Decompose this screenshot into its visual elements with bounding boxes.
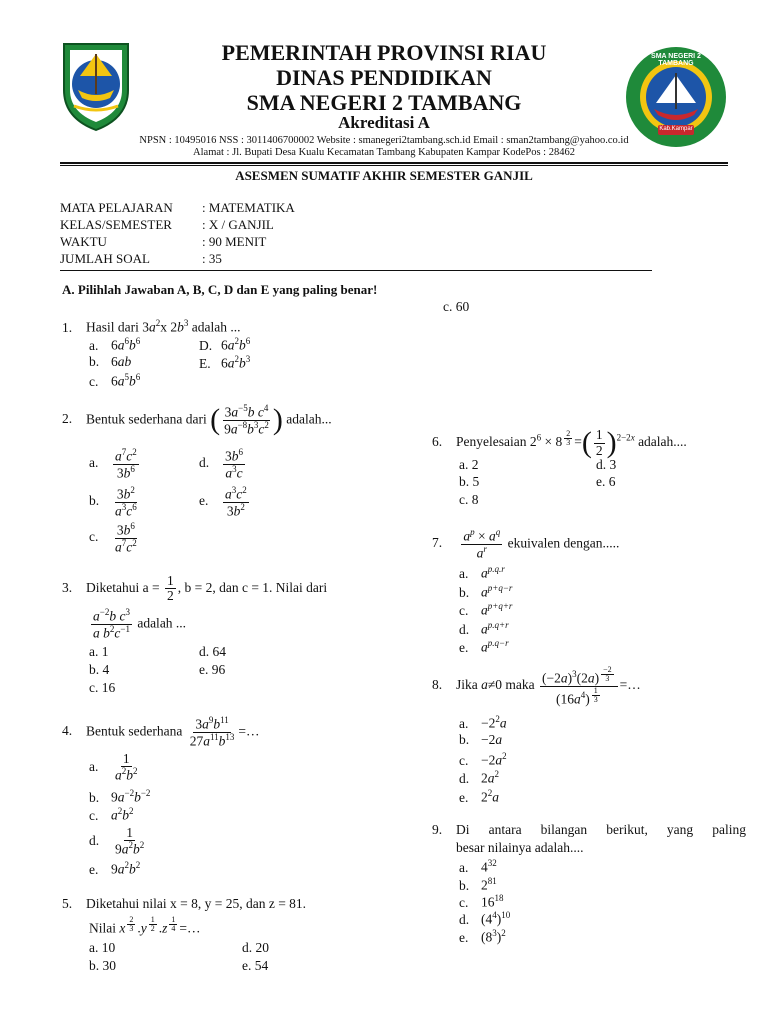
- q4-option-a[interactable]: a. $\frac{1}{a^2b^2}$: [89, 751, 138, 783]
- q5-option-d[interactable]: d. 20: [242, 940, 269, 955]
- header-rule-thick: [60, 162, 728, 164]
- question-9-line2: besar nilainya adalah....: [456, 840, 584, 855]
- q4-option-d[interactable]: d. $\frac{1}{9a^2b^2}$: [89, 825, 145, 857]
- q4-option-c[interactable]: c. $a^2b^2$: [89, 806, 134, 823]
- logo-right-ribbon: Kab.Kampar: [659, 126, 693, 132]
- q1-option-d[interactable]: D. $6a^2b^6$: [199, 336, 251, 353]
- question-1: 1. Hasil dari $3a^2x$ $2b^3$ adalah ...: [62, 318, 241, 335]
- info-rule: [60, 270, 652, 271]
- q6-option-b[interactable]: b. 5: [459, 474, 480, 489]
- q7-option-b[interactable]: b. $a^{p+q-r}$: [459, 583, 513, 600]
- info-row: WAKTU : 90 MENIT: [60, 234, 267, 249]
- question-5-expr: Nilai x $^{\frac{2}{3}}$ .y $^{\frac{1}{2}}$ .z $^{\frac{1}{4}}$ =…: [89, 915, 201, 936]
- question-3: 3. Diketahui a = $\frac{1}{2}$ , b = 2, dan c = 1. Nilai dari: [62, 573, 328, 604]
- contact-line: NPSN : 10495016 NSS : 3011406700002 Website : smanegeri2tambang.sch.id Email : sman2tambang@yahoo.co.id: [139, 135, 629, 146]
- header-line2: DINAS PENDIDIKAN: [276, 65, 492, 90]
- header-line1: PEMERINTAH PROVINSI RIAU: [221, 40, 547, 65]
- q2-option-e[interactable]: e. $\frac{a^3c^2}{3b^2}$: [199, 485, 247, 519]
- q7-option-a[interactable]: a. $a^{p.q.r}$: [459, 564, 505, 581]
- q8-option-e[interactable]: e. $2^2a$: [459, 788, 499, 805]
- q4-option-b[interactable]: b. $9a^{-2}b^{-2}$: [89, 788, 151, 805]
- question-3-expr: $\frac{a^{-2}b c^3}{a b^2c^{-1}}$ adalah ...: [93, 607, 187, 641]
- question-8: 8. Jika a≠0 maka $(-2a)^3(2a)$ $^{\frac{-2}{3}}$ $(16a^4)$ $^{\frac{1}{3}}$ =…: [432, 665, 641, 707]
- q3-option-d[interactable]: d. 64: [199, 644, 226, 659]
- q3-option-e[interactable]: e. 96: [199, 662, 226, 677]
- question-7: 7. $\frac{a^p \times a^q}{a^r}$ ekuivalen dengan.....: [432, 527, 620, 561]
- q6-option-a[interactable]: a. 2: [459, 457, 479, 472]
- address-line: Alamat : Jl. Bupati Desa Kualu Kecamatan Tambang Kabupaten Kampar KodePos : 28462: [193, 147, 575, 158]
- q6-option-e[interactable]: e. 6: [596, 474, 616, 489]
- q9-option-d[interactable]: d. $(4^4)^{10}$: [459, 910, 511, 927]
- q7-option-d[interactable]: d. $a^{p.q+r}$: [459, 620, 509, 637]
- q4-option-e[interactable]: e. $9a^2b^2$: [89, 860, 141, 877]
- q1-option-c[interactable]: c. $6a^5b^6$: [89, 372, 141, 389]
- q2-option-b[interactable]: b. $\frac{3b^2}{a^3c^6}$: [89, 485, 137, 519]
- q9-option-a[interactable]: a. $4^{32}$: [459, 858, 497, 875]
- header-rule-thin: [60, 165, 728, 166]
- q5-option-e[interactable]: e. 54: [242, 958, 269, 973]
- logo-right-text: SMA NEGERI 2 TAMBANG: [651, 53, 701, 67]
- question-5: 5. Diketahui nilai x = 8, y = 25, dan z = 81.: [62, 896, 307, 911]
- exam-info: [60, 199, 295, 267]
- q9-option-e[interactable]: e. $(8^3)^2$: [459, 928, 506, 945]
- q2-option-a[interactable]: a. $\frac{a^7c^2}{3b^6}$: [89, 447, 137, 481]
- question-9: 9. Di antara bilangan berikut, yang paling: [432, 822, 746, 837]
- question-2: 2. Bentuk sederhana dari ( $\frac{3a^{-5}b c^4}{9a^{-8}b^3c^2}$ ) adalah...: [62, 403, 332, 437]
- q3-option-b[interactable]: b. 4: [89, 662, 110, 677]
- q8-option-b[interactable]: b. −2a: [459, 732, 503, 747]
- info-row: KELAS/SEMESTER : X / GANJIL: [60, 217, 274, 232]
- question-6: 6. Penyelesaian $2^6 \times 8$ $^{\frac{2}{3}}$ =( $\frac{1}{2}$ )$^{2-2x}$ adalah....: [432, 426, 687, 459]
- q8-option-c[interactable]: c. $-2a^2$: [459, 751, 507, 768]
- q8-option-a[interactable]: a. $-2^2a$: [459, 714, 507, 731]
- q2-option-d[interactable]: d. $\frac{3b^6}{a^3c}$: [199, 447, 243, 481]
- q7-option-e[interactable]: e. $a^{p.q-r}$: [459, 638, 509, 655]
- q1-option-b[interactable]: b. 6ab: [89, 354, 132, 369]
- q1-option-a[interactable]: a. $6a^6b^6$: [89, 336, 141, 353]
- q3-option-a[interactable]: a. 1: [89, 644, 109, 659]
- q3-option-c[interactable]: c. 16: [89, 680, 116, 695]
- accreditation: Akreditasi A: [338, 113, 430, 132]
- header-line3: SMA NEGERI 2 TAMBANG: [246, 90, 522, 115]
- q8-option-d[interactable]: d. $2a^2$: [459, 769, 499, 786]
- q1-option-e[interactable]: E. $6a^2b^3$: [199, 354, 251, 371]
- q7-option-c[interactable]: c. $a^{p+q+r}$: [459, 601, 513, 618]
- q6-option-c[interactable]: c. 8: [459, 492, 479, 507]
- q9-option-c[interactable]: c. $16^{18}$: [459, 893, 504, 910]
- section-a-instruction: A. Pilihlah Jawaban A, B, C, D dan E yang paling benar!: [62, 282, 378, 297]
- question-4: 4. Bentuk sederhana $\frac{3a^9b^{11}}{27a^{11}b^{13}}$ =…: [62, 715, 260, 749]
- q5-option-c[interactable]: c. 60: [443, 299, 470, 314]
- q9-option-b[interactable]: b. $2^{81}$: [459, 876, 497, 893]
- q5-option-b[interactable]: b. 30: [89, 958, 116, 973]
- q2-option-c[interactable]: c. $\frac{3b^6}{a^7c^2}$: [89, 521, 137, 555]
- info-row: JUMLAH SOAL : 35: [60, 251, 222, 266]
- q5-option-a[interactable]: a. 10: [89, 940, 116, 955]
- q6-option-d[interactable]: d. 3: [596, 457, 617, 472]
- exam-title: ASESMEN SUMATIF AKHIR SEMESTER GANJIL: [235, 168, 533, 183]
- info-row: MATA PELAJARAN : MATEMATIKA: [60, 200, 295, 215]
